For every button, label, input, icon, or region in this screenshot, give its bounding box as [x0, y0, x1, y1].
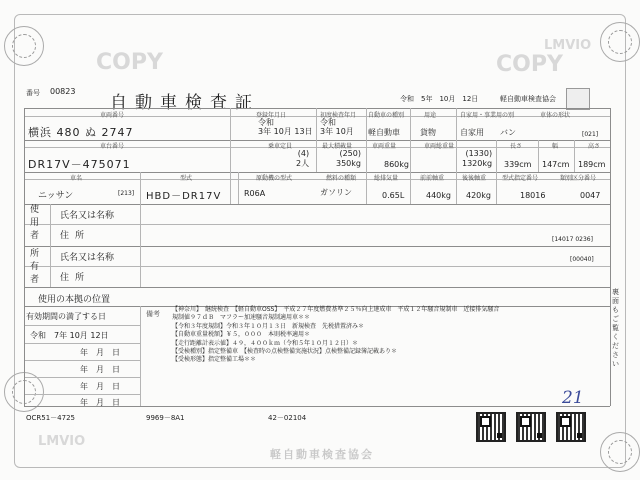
user-section-label: 使用者	[30, 205, 40, 241]
validity-label: 有効期間の満了する日	[26, 312, 106, 321]
issue-date: 令和 5年 10月 12日	[400, 95, 479, 103]
owner-name-label: 氏名又は名称	[60, 253, 115, 263]
make-code: [213]	[118, 190, 135, 197]
engine-value: R06A	[244, 189, 266, 198]
corner-ornament-icon	[4, 26, 44, 66]
type-designation-label: 型式指定番号	[502, 175, 539, 182]
remarks-line: 【走行距離計表示値】４９，４００ｋｍ（令和５年１０月１２日）＊	[172, 339, 359, 347]
base-location-label: 使用の本拠の位置	[38, 295, 111, 305]
serial-label: 番号	[26, 89, 40, 97]
corner-ornament-icon	[600, 22, 640, 62]
owner-code: [00040]	[570, 256, 594, 263]
height-label: 高さ	[588, 143, 601, 150]
user-address-label: 住所	[60, 231, 91, 241]
remarks-block	[172, 306, 499, 365]
purpose-value: 自家用	[460, 128, 484, 137]
length-label: 長さ	[510, 143, 523, 150]
front-axle-value: 440kg	[426, 191, 451, 200]
owner-address-label: 住所	[60, 273, 91, 283]
issuer-name: 軽自動車検査協会	[500, 95, 556, 103]
shape-value: バン	[500, 128, 516, 137]
remarks-line: 【自動車重量税額】￥５，０００ 本則税率適用＊	[172, 331, 311, 339]
page-title: 自動車検査証	[110, 93, 260, 113]
shape-label: 車体の形状	[540, 112, 571, 119]
capacity-value: (4) 2人	[296, 149, 310, 168]
remarks-label: 備考	[146, 310, 160, 318]
bottom-logo-watermark: 軽自動車検査協会	[270, 448, 374, 461]
displacement-value: 0.65L	[382, 191, 405, 200]
max-load-label: 最大積載量	[322, 143, 353, 150]
form-number: OCR51－4725	[26, 414, 75, 422]
front-axle-label: 前前軸重	[420, 175, 445, 182]
rear-axle-value: 420kg	[466, 191, 491, 200]
model-label: 型式	[180, 175, 193, 182]
corner-ornament-icon	[600, 432, 640, 472]
rear-axle-label: 後後軸重	[462, 175, 487, 182]
reg-date-label: 登録年月日	[256, 112, 287, 119]
fuel-value: ガソリン	[320, 188, 352, 197]
remarks-line: 【受検形態】指定整備工場＊＊	[172, 356, 257, 364]
user-code: [14017 0236]	[552, 236, 593, 243]
purpose-label: 自家用・事業用の別	[460, 112, 515, 119]
footer-code: 42－02104	[268, 414, 307, 422]
first-reg-label: 初度検査年月	[320, 112, 357, 119]
first-reg-value: 令和 3年 10月	[320, 118, 354, 136]
reg-date-value: 令和 3年 10月 13日	[258, 118, 313, 136]
plate-number: 横浜 480 ぬ 2747	[28, 126, 134, 139]
vehicle-type-label: 自動車の種別	[368, 112, 405, 119]
validity-row: 年 月 日	[80, 348, 120, 357]
category-label: 類別区分番号	[560, 175, 597, 182]
copy-watermark: COPY	[96, 50, 163, 75]
vehicle-type-value: 軽自動車	[368, 128, 400, 137]
max-load-value: (250) 350kg	[336, 149, 361, 168]
length-value: 339cm	[504, 160, 532, 169]
logo-watermark: LMVIO	[544, 38, 592, 53]
handwritten-number: 21	[562, 388, 584, 408]
category-value: 0047	[580, 191, 601, 200]
make-label: 車名	[70, 175, 83, 182]
qr-code-icon	[476, 412, 506, 442]
footer-code: 9969－8A1	[146, 414, 185, 422]
serial-number: 00823	[50, 87, 76, 96]
use-value: 貨物	[420, 128, 436, 137]
width-label: 幅	[552, 143, 559, 150]
owner-section-label: 所有者	[30, 249, 40, 285]
fuel-label: 燃料の種類	[326, 175, 357, 182]
remarks-line: 【神奈川】 継続検査 【軽自動車OSS】 平成２７年度燃費基準２５％向上達成車 平成１２年騒音規制車 近接排気騒音	[172, 306, 500, 313]
issuer-seal-icon	[566, 88, 590, 110]
validity-date: 令和 7年 10月 12日	[30, 331, 109, 340]
make-value: ニッサン	[38, 191, 74, 201]
chassis-number: DR17V－475071	[28, 158, 131, 171]
width-value: 147cm	[542, 160, 570, 169]
use-label: 用途	[424, 112, 437, 119]
weight-value: 860kg	[384, 160, 409, 169]
validity-row: 年 月 日	[80, 365, 120, 374]
remarks-line: 【受検種別】指定整備車 【検査時の点検整備実施状況】点検整備記録簿記載あり＊	[172, 348, 398, 356]
qr-code-icon	[516, 412, 546, 442]
copy-watermark: COPY	[496, 52, 563, 77]
weight-label: 車両重量	[372, 143, 397, 150]
displacement-label: 総排気量	[374, 175, 399, 182]
shape-code: [021]	[582, 131, 599, 138]
user-name-label: 氏名又は名称	[60, 211, 115, 221]
remarks-line: 規制値９７ｄＢ マフラー加速騒音規制適用車＊＊	[172, 314, 311, 322]
qr-code-icon	[556, 412, 586, 442]
engine-label: 原動機の型式	[256, 175, 293, 182]
type-designation-value: 18016	[520, 191, 546, 200]
reg-number-label: 車両番号	[100, 112, 125, 119]
height-value: 189cm	[578, 160, 606, 169]
remarks-line: 【令和３年度規制】令和３年１０月１３日 新規検査 先税措置済み＊	[172, 322, 365, 330]
side-note: 裏面もご覧ください	[612, 288, 619, 368]
validity-row: 年 月 日	[80, 382, 120, 391]
chassis-label: 車台番号	[100, 143, 125, 150]
gross-label: 車両総重量	[424, 143, 455, 150]
logo-watermark: LMVIO	[38, 434, 86, 449]
model-value: HBD－DR17V	[146, 191, 222, 202]
gross-value: (1330) 1320kg	[462, 149, 493, 168]
capacity-label: 乗車定員	[268, 143, 293, 150]
validity-row: 年 月 日	[80, 398, 120, 407]
